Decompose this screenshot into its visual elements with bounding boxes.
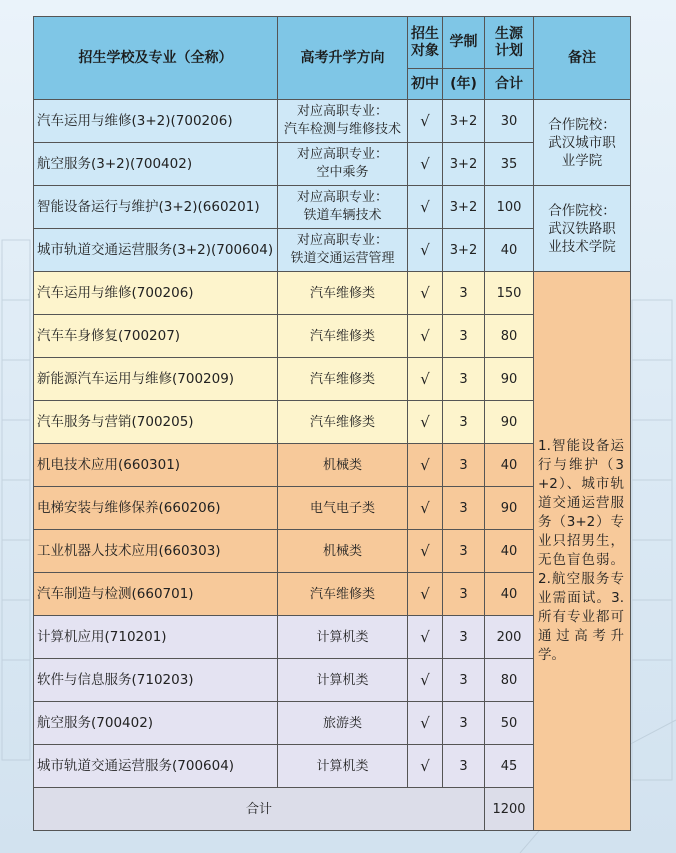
direction-line1: 对应高职专业：	[296, 190, 388, 205]
header-direction: 高考升学方向	[278, 17, 408, 100]
plan-cell: 100	[485, 186, 534, 229]
plan-cell: 40	[485, 229, 534, 272]
direction-cell: 计算机类	[278, 745, 408, 788]
check-mark: √	[408, 272, 443, 315]
check-mark: √	[408, 315, 443, 358]
check-mark: √	[408, 702, 443, 745]
direction-cell: 旅游类	[278, 702, 408, 745]
years-cell: 3	[443, 358, 485, 401]
header-notes: 备注	[534, 17, 631, 100]
direction-cell	[278, 143, 408, 186]
years-cell: 3	[443, 659, 485, 702]
direction-cell: 汽车维修类	[278, 401, 408, 444]
header-target-line2: 对象	[411, 42, 439, 59]
years-cell: 3	[443, 616, 485, 659]
major-cell: 汽车制造与检测(660701)	[34, 573, 278, 616]
plan-cell: 40	[485, 573, 534, 616]
plan-cell: 40	[485, 444, 534, 487]
direction-line2: 铁道交通运营管理	[290, 251, 395, 266]
header-duration: 学制	[443, 17, 485, 69]
check-mark: √	[408, 530, 443, 573]
header-target	[408, 17, 443, 69]
years-cell: 3	[443, 745, 485, 788]
direction-cell: 电气电子类	[278, 487, 408, 530]
check-mark: √	[408, 487, 443, 530]
major-cell: 工业机器人技术应用(660303)	[34, 530, 278, 573]
major-cell: 汽车车身修复(700207)	[34, 315, 278, 358]
enrollment-table	[33, 16, 631, 831]
check-mark: √	[408, 745, 443, 788]
major-cell: 汽车服务与营销(700205)	[34, 401, 278, 444]
major-cell: 机电技术应用(660301)	[34, 444, 278, 487]
direction-line2: 铁道车辆技术	[303, 208, 382, 223]
direction-line1: 对应高职专业：	[296, 104, 388, 119]
table-row	[34, 272, 631, 315]
plan-cell: 50	[485, 702, 534, 745]
major-cell: 城市轨道交通运营服务(700604)	[34, 745, 278, 788]
direction-cell: 汽车维修类	[278, 573, 408, 616]
header-target-sub: 初中	[408, 69, 443, 100]
major-cell: 航空服务(700402)	[34, 702, 278, 745]
check-mark: √	[408, 358, 443, 401]
major-cell: 软件与信息服务(710203)	[34, 659, 278, 702]
major-cell: 汽车运用与维修(3+2)(700206)	[34, 100, 278, 143]
direction-cell: 计算机类	[278, 616, 408, 659]
header-plan-line1: 生源	[495, 25, 523, 42]
direction-cell: 汽车维修类	[278, 272, 408, 315]
total-value: 1200	[485, 788, 534, 831]
plan-cell: 35	[485, 143, 534, 186]
direction-line1: 对应高职专业：	[296, 233, 388, 248]
years-cell: 3+2	[443, 186, 485, 229]
check-mark: √	[408, 573, 443, 616]
plan-cell: 90	[485, 487, 534, 530]
check-mark: √	[408, 229, 443, 272]
plan-cell: 90	[485, 358, 534, 401]
direction-cell: 计算机类	[278, 659, 408, 702]
plan-cell: 200	[485, 616, 534, 659]
plan-cell: 40	[485, 530, 534, 573]
plan-cell: 45	[485, 745, 534, 788]
direction-cell: 汽车维修类	[278, 358, 408, 401]
major-cell: 新能源汽车运用与维修(700209)	[34, 358, 278, 401]
years-cell: 3+2	[443, 229, 485, 272]
header-school-major: 招生学校及专业（全称）	[34, 17, 278, 100]
years-cell: 3	[443, 272, 485, 315]
direction-line2: 空中乘务	[316, 165, 369, 180]
plan-cell: 90	[485, 401, 534, 444]
note-main: 1.智能设备运行与维护（3+2）、城市轨道交通运营服务（3+2）专业只招男生，无色盲色弱。2.航空服务专业需面试。3.所有专业都可通过高考升学。	[534, 272, 631, 831]
direction-line1: 对应高职专业：	[296, 147, 388, 162]
total-label: 合计	[34, 788, 485, 831]
check-mark: √	[408, 143, 443, 186]
note-partner-1: 合作院校：武汉城市职业学院	[534, 100, 631, 186]
years-cell: 3	[443, 702, 485, 745]
major-cell: 电梯安装与维修保养(660206)	[34, 487, 278, 530]
years-cell: 3+2	[443, 143, 485, 186]
header-plan-sub: 合计	[485, 69, 534, 100]
note-partner-2: 合作院校：武汉铁路职业技术学院	[534, 186, 631, 272]
years-cell: 3	[443, 444, 485, 487]
years-cell: 3	[443, 401, 485, 444]
years-cell: 3	[443, 487, 485, 530]
table-row	[34, 100, 631, 143]
header-plan-line2: 计划	[495, 42, 523, 59]
check-mark: √	[408, 616, 443, 659]
direction-cell	[278, 186, 408, 229]
header-target-line1: 招生	[411, 25, 439, 42]
header-plan	[485, 17, 534, 69]
years-cell: 3	[443, 573, 485, 616]
header-duration-sub: (年)	[443, 69, 485, 100]
plan-cell: 150	[485, 272, 534, 315]
major-cell: 航空服务(3+2)(700402)	[34, 143, 278, 186]
years-cell: 3	[443, 530, 485, 573]
check-mark: √	[408, 100, 443, 143]
major-cell: 城市轨道交通运营服务(3+2)(700604)	[34, 229, 278, 272]
plan-cell: 80	[485, 315, 534, 358]
plan-cell: 30	[485, 100, 534, 143]
years-cell: 3	[443, 315, 485, 358]
direction-cell	[278, 229, 408, 272]
major-cell: 智能设备运行与维护(3+2)(660201)	[34, 186, 278, 229]
check-mark: √	[408, 444, 443, 487]
table-row	[34, 186, 631, 229]
check-mark: √	[408, 401, 443, 444]
direction-cell: 汽车维修类	[278, 315, 408, 358]
direction-cell: 机械类	[278, 444, 408, 487]
check-mark: √	[408, 659, 443, 702]
major-cell: 汽车运用与维修(700206)	[34, 272, 278, 315]
years-cell: 3+2	[443, 100, 485, 143]
plan-cell: 80	[485, 659, 534, 702]
direction-cell	[278, 100, 408, 143]
direction-line2: 汽车检测与维修技术	[283, 122, 401, 137]
check-mark: √	[408, 186, 443, 229]
major-cell: 计算机应用(710201)	[34, 616, 278, 659]
direction-cell: 机械类	[278, 530, 408, 573]
